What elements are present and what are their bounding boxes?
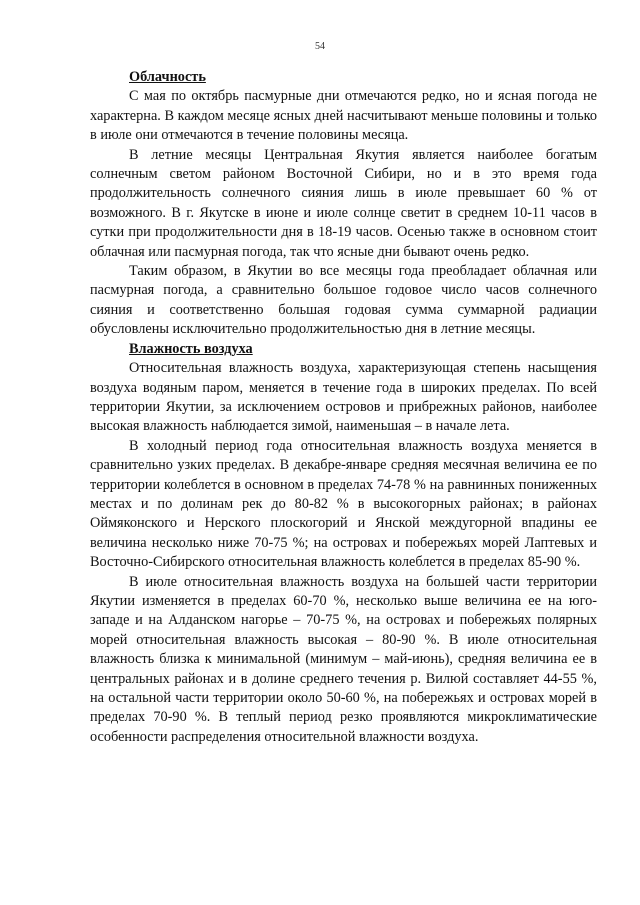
document-body [90,68,597,747]
paragraph: С мая по октябрь пасмурные дни отмечаются редко, но и ясная погода не характерна. В каждом месяце ясных дней насчитывают меньше половины и только в июле они отмечаются в течение половины месяца. [90,88,597,144]
section-heading-cloudiness: Облачность [129,69,206,85]
page-number: 54 [315,41,325,52]
section-air-humidity [90,340,597,748]
paragraph: В холодный период года относительная влажность воздуха меняется в сравнительно узких пределах. В декабре-январе средняя месячная величина ее по территории колеблется в основном в пределах 74-78 % на равнинных пониженных местах и по долинам рек до 80-82 % в высокогорных районах; в районах Оймяконского и Нерского плоскогорий и Янской междугорной впадины ее величина несколько ниже 70-75 %; на островах и побережьях морей Лаптевых и Восточно-Сибирского относительная влажность колеблется в пределах 85-90 %. [90,437,597,571]
paragraph: В летние месяцы Центральная Якутия является наиболее богатым солнечным светом районом Восточной Сибири, но и в это время года продолжительность солнечного сияния лишь в июле превышает 60 % от возможного. В г. Якутске в июне и июле солнце светит в среднем 10-11 часов в сутки при продолжительности дня в 18-19 часов. Осенью также в основном стоит облачная или пасмурная погода, так что ясные дни бывают очень редко. [90,146,597,260]
section-heading-air-humidity: Влажность воздуха [129,340,253,357]
section-cloudiness [90,68,597,340]
paragraph: В июле относительная влажность воздуха на большей части территории Якутии изменяется в пределах 60-70 %, несколько выше величина ее на юго-западе и на Алданском нагорье – 70-75 %, на островах и побережьях полярных морей относительная влажность высокая – 80-90 %. В июле относительная влажность близка к минимальной (минимум – май-июнь), средняя величина ее в центральных районах и в долине среднего течения р. Вилюй составляет 44-55 %, на остальной части территории около 50-60 %, на побережьях и островах морей в пределах 70-90 %. В теплый период резко проявляются микроклиматические особенности распределения относительной влажности воздуха. [90,573,597,745]
paragraph: Относительная влажность воздуха, характеризующая степень насыщения воздуха водяным паром, меняется в течение года в широких пределах. По всей территории Якутии, за исключением островов и прибрежных районов, наиболее высокая влажность наблюдается зимой, наименьшая – в начале лета. [90,360,597,435]
paragraph: Таким образом, в Якутии во все месяцы года преобладает облачная или пасмурная погода, а сравнительно большое годовое число часов солнечного сияния и соответственно большая годовая сумма суммарной радиации обусловлены исключительно продолжительностью дня в летние месяцы. [90,263,597,338]
